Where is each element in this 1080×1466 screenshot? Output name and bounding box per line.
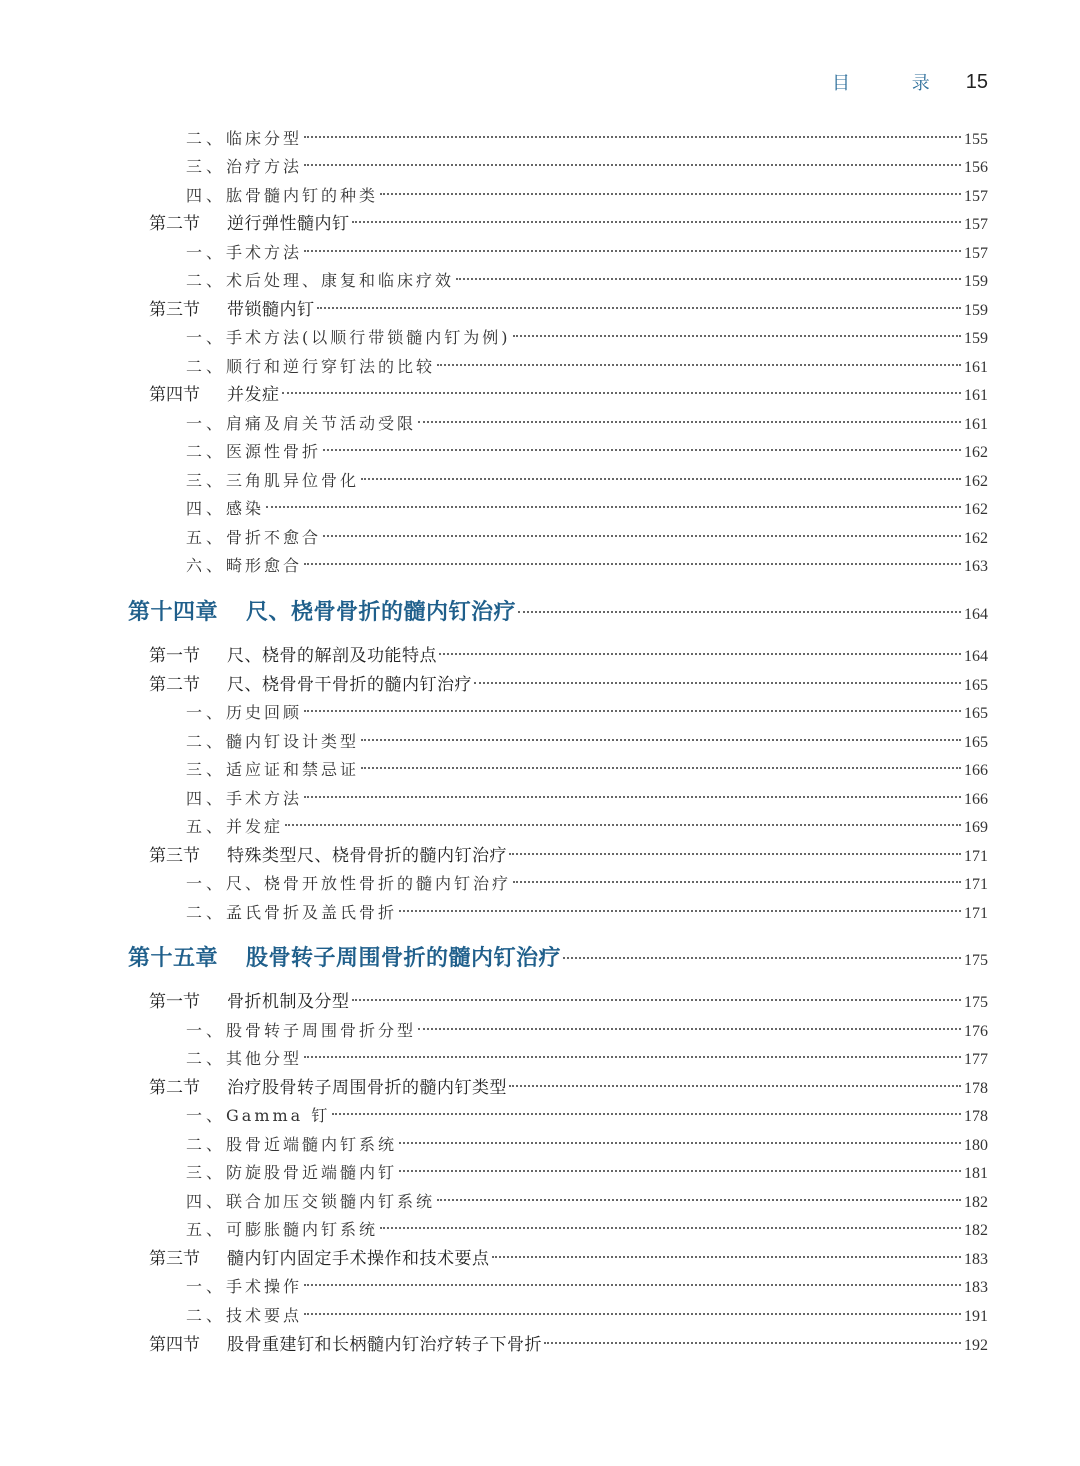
toc-entry-title: 顺行和逆行穿钉法的比较 [226,357,436,376]
toc-item-entry[interactable] [186,729,988,755]
toc-entry-number: 五、 [186,528,227,547]
toc-entry-label [186,757,359,783]
toc-item-entry[interactable] [186,354,988,380]
toc-entry-number: 第四节 [149,1335,200,1355]
toc-entry-number: 二、 [186,1306,227,1325]
toc-item-entry[interactable] [186,1046,988,1072]
toc-entry-label [149,297,315,323]
toc-entry-page: 177 [964,1051,988,1068]
toc-section-entry[interactable] [149,643,988,669]
toc-entry-number: 二、 [186,1049,227,1068]
dot-leader [513,335,961,337]
toc-entry-label [149,1075,507,1101]
toc-entry-page: 162 [964,501,988,518]
toc-entry-number: 第一节 [149,992,200,1012]
toc-entry-page: 164 [964,606,988,623]
toc-entry-number: 第二节 [149,1078,200,1098]
toc-entry-title: 尺、桡骨开放性骨折的髓内钉治疗 [226,874,512,893]
toc-entry-title: 股骨重建钉和长柄髓内钉治疗转子下骨折 [227,1335,542,1355]
toc-entry-number: 一、 [186,1106,227,1125]
dot-leader [304,710,961,712]
toc-section-entry[interactable] [149,297,988,323]
toc-item-entry[interactable] [186,786,988,812]
toc-section-entry[interactable] [149,989,988,1015]
toc-section-entry[interactable] [149,672,988,698]
toc-entry-number: 第三节 [149,846,200,866]
toc-item-entry[interactable] [186,468,988,494]
toc-entry-number: 第二节 [149,675,200,695]
toc-item-entry[interactable] [186,1274,988,1300]
toc-entry-label [186,439,321,465]
toc-entry-label [186,1132,397,1158]
toc-item-entry[interactable] [186,154,988,180]
toc-entry-title: 可膨胀髓内钉系统 [226,1220,379,1239]
toc-entry-number: 四、 [186,789,227,808]
toc-entry-page: 175 [964,952,988,969]
toc-entry-title: 历史回顾 [226,703,303,722]
toc-entry-number: 第一节 [149,646,200,666]
toc-entry-label [186,900,397,926]
toc-entry-title: 畸形愈合 [226,556,303,575]
toc-entry-title: 防旋股骨近端髓内钉 [226,1163,398,1182]
toc-item-entry[interactable] [186,1189,988,1215]
toc-entry-title: 特殊类型尺、桡骨骨折的髓内钉治疗 [227,846,507,866]
toc-entry-page: 178 [964,1080,988,1097]
toc-entry-page: 169 [964,819,988,836]
toc-entry-title: 股骨近端髓内钉系统 [226,1135,398,1154]
toc-entry-page: 161 [964,416,988,433]
toc-entry-page: 157 [964,216,988,233]
toc-entry-number: 一、 [186,328,227,347]
toc-entry-page: 157 [964,188,988,205]
toc-section-entry[interactable] [149,843,988,869]
dot-leader [304,1056,961,1058]
toc-item-entry[interactable] [186,871,988,897]
toc-entry-number: 一、 [186,414,227,433]
toc-entry-label [186,183,378,209]
dot-leader [323,535,961,537]
toc-entry-number: 一、 [186,243,227,262]
toc-entry-page: 165 [964,705,988,722]
toc-entry-label [186,553,302,579]
dot-leader [266,506,961,508]
toc-entry-number: 一、 [186,703,227,722]
dot-leader [361,767,961,769]
toc-entry-page: 161 [964,387,988,404]
toc-section-entry[interactable] [149,1332,988,1358]
toc-entry-page: 171 [964,905,988,922]
dot-leader [285,824,961,826]
toc-entry-page: 180 [964,1137,988,1154]
dot-leader [317,307,962,309]
toc-item-entry[interactable] [186,183,988,209]
toc-entry-page: 192 [964,1337,988,1354]
toc-entry-page: 159 [964,302,988,319]
toc-entry-title: 适应证和禁忌证 [226,760,360,779]
toc-entry-label [149,989,350,1015]
dot-leader [509,853,961,855]
toc-entry-number: 四、 [186,1192,227,1211]
toc-entry-page: 166 [964,791,988,808]
dot-leader [304,796,961,798]
toc-entry-page: 171 [964,848,988,865]
toc-entry-title: 孟氏骨折及盖氏骨折 [226,903,398,922]
toc-entry-title: 逆行弹性髓内钉 [227,214,350,234]
toc-entry-page: 156 [964,159,988,176]
toc-entry-title: 手术方法(以顺行带锁髓内钉为例) [226,328,511,347]
page-number: 15 [965,70,988,93]
dot-leader [399,910,961,912]
toc-item-entry[interactable] [186,1103,988,1129]
toc-entry-number: 二、 [186,732,227,751]
toc-entry-label [186,1189,435,1215]
toc-entry-label [186,496,264,522]
toc-entry-label [186,700,302,726]
toc-item-entry[interactable] [186,1160,988,1186]
toc-entry-page: 165 [964,677,988,694]
toc-entry-title: 手术方法 [226,243,303,262]
toc-entry-title: 并发症 [226,817,284,836]
toc-entry-number: 二、 [186,271,227,290]
dot-leader [518,611,961,613]
toc-entry-title: 治疗股骨转子周围骨折的髓内钉类型 [227,1078,507,1098]
toc-item-entry[interactable] [186,439,988,465]
toc-entry-label [149,1246,490,1272]
toc-section-entry[interactable] [149,382,988,408]
dot-leader [352,999,962,1001]
toc-chapter-entry[interactable] [128,942,988,974]
toc-entry-label [186,354,435,380]
toc-entry-page: 176 [964,1023,988,1040]
toc-entry-label [186,871,511,897]
toc-entry-page: 163 [964,558,988,575]
dot-leader [282,392,962,394]
toc-entry-number: 第十四章 [128,599,219,625]
toc-entry-label [186,1303,302,1329]
toc-entry-number: 一、 [186,1277,227,1296]
toc-entry-title: Gamma 钉 [226,1106,331,1125]
toc-entry-label [149,672,472,698]
toc-entry-title: 尺、桡骨骨干骨折的髓内钉治疗 [227,675,472,695]
toc-entry-label [186,1274,302,1300]
toc-entry-title: 股骨转子周围骨折分型 [226,1021,417,1040]
toc-entry-title: 髓内钉内固定手术操作和技术要点 [227,1249,490,1269]
toc-entry-page: 159 [964,273,988,290]
toc-entry-page: 166 [964,762,988,779]
toc-entry-number: 二、 [186,1135,227,1154]
toc-entry-page: 165 [964,734,988,751]
toc-entry-title: 尺、桡骨的解剖及功能特点 [227,646,437,666]
toc-entry-label [186,154,302,180]
running-head-title: 目 录 [832,73,958,94]
toc-item-entry[interactable] [186,1303,988,1329]
toc-entry-label [186,325,511,351]
toc-entry-number: 二、 [186,903,227,922]
toc-chapter-entry[interactable] [128,596,988,628]
toc-entry-label [149,643,437,669]
toc-item-entry[interactable] [186,900,988,926]
toc-item-entry[interactable] [186,496,988,522]
toc-item-entry[interactable] [186,1132,988,1158]
dot-leader [399,1170,961,1172]
toc-section-entry[interactable] [149,211,988,237]
toc-entry-label [186,1217,378,1243]
toc-entry-page: 182 [964,1194,988,1211]
toc-item-entry[interactable] [186,240,988,266]
toc-item-entry[interactable] [186,814,988,840]
toc-item-entry[interactable] [186,553,988,579]
dot-leader [544,1342,961,1344]
dot-leader [474,682,961,684]
toc-entry-label [149,1332,542,1358]
toc-entry-number: 第十五章 [128,945,219,971]
toc-item-entry[interactable] [186,1018,988,1044]
toc-entry-number: 第二节 [149,214,200,234]
dot-leader [492,1256,962,1258]
toc-entry-page: 155 [964,131,988,148]
toc-entry-title: 联合加压交锁髓内钉系统 [226,1192,436,1211]
toc-entry-label [186,1160,397,1186]
dot-leader [361,478,961,480]
toc-entry-title: 并发症 [227,385,280,405]
toc-item-entry[interactable] [186,411,988,437]
toc-item-entry[interactable] [186,268,988,294]
toc-entry-number: 第四节 [149,385,200,405]
toc-entry-number: 二、 [186,129,227,148]
dot-leader [304,164,961,166]
toc-entry-label [128,942,561,974]
toc-entry-page: 181 [964,1165,988,1182]
toc-entry-title: 骨折不愈合 [226,528,322,547]
toc-entry-number: 四、 [186,186,227,205]
toc-entry-title: 髓内钉设计类型 [226,732,360,751]
dot-leader [418,421,961,423]
toc-entry-page: 191 [964,1308,988,1325]
toc-entry-label [186,814,283,840]
toc-entry-page: 175 [964,994,988,1011]
toc-entry-title: 治疗方法 [226,157,303,176]
toc-item-entry[interactable] [186,757,988,783]
toc-entry-label [149,382,280,408]
toc-entry-title: 股骨转子周围骨折的髓内钉治疗 [246,945,562,971]
toc-entry-page: 162 [964,444,988,461]
toc-entry-number: 三、 [186,471,227,490]
page-header [832,68,988,96]
toc-entry-title: 带锁髓内钉 [227,300,315,320]
toc-entry-title: 其他分型 [226,1049,303,1068]
toc-entry-number: 三、 [186,157,227,176]
dot-leader [437,364,961,366]
toc-entry-page: 183 [964,1279,988,1296]
toc-entry-page: 183 [964,1251,988,1268]
toc-entry-number: 一、 [186,1021,227,1040]
toc-section-entry[interactable] [149,1075,988,1101]
toc-entry-page: 164 [964,648,988,665]
toc-entry-label [186,268,454,294]
dot-leader [380,193,961,195]
toc-entry-number: 第三节 [149,1249,200,1269]
toc-entry-number: 三、 [186,760,227,779]
toc-entry-label [186,411,416,437]
toc-entry-title: 临床分型 [226,129,303,148]
toc-entry-number: 二、 [186,442,227,461]
toc-entry-label [149,211,350,237]
dot-leader [352,221,962,223]
toc-entry-number: 一、 [186,874,227,893]
toc-entry-title: 三角肌异位骨化 [226,471,360,490]
dot-leader [399,1142,961,1144]
toc-entry-title: 技术要点 [226,1306,303,1325]
toc-entry-label [186,786,302,812]
toc-entry-label [186,468,359,494]
dot-leader [439,653,961,655]
toc-entry-number: 第三节 [149,300,200,320]
toc-entry-page: 162 [964,530,988,547]
dot-leader [361,739,961,741]
toc-entry-title: 术后处理、康复和临床疗效 [226,271,455,290]
dot-leader [456,278,961,280]
toc-entry-page: 157 [964,245,988,262]
toc-section-entry[interactable] [149,1246,988,1272]
toc-entry-title: 手术操作 [226,1277,303,1296]
toc-entry-number: 六、 [186,556,227,575]
toc-item-entry[interactable] [186,126,988,152]
dot-leader [304,1313,961,1315]
toc-entry-label [128,596,516,628]
toc-entry-label [186,1103,330,1129]
toc-entry-page: 161 [964,359,988,376]
dot-leader [304,1284,961,1286]
toc-item-entry[interactable] [186,325,988,351]
toc-entry-label [186,1018,416,1044]
toc-entry-page: 171 [964,876,988,893]
dot-leader [304,136,961,138]
toc-entry-label [186,525,321,551]
toc-entry-number: 三、 [186,1163,227,1182]
toc-item-entry[interactable] [186,700,988,726]
toc-entry-page: 178 [964,1108,988,1125]
dot-leader [513,881,961,883]
toc-entry-title: 手术方法 [226,789,303,808]
toc-entry-title: 肩痛及肩关节活动受限 [226,414,417,433]
dot-leader [304,563,961,565]
toc-entry-label [186,126,302,152]
toc-entry-page: 162 [964,473,988,490]
toc-entry-page: 159 [964,330,988,347]
toc-entry-number: 五、 [186,817,227,836]
toc-item-entry[interactable] [186,1217,988,1243]
toc-entry-label [149,843,507,869]
toc-entry-title: 尺、桡骨骨折的髓内钉治疗 [246,599,517,625]
dot-leader [380,1227,961,1229]
dot-leader [437,1199,961,1201]
toc-entry-number: 二、 [186,357,227,376]
dot-leader [563,957,961,959]
toc-entry-label [186,240,302,266]
toc-entry-page: 182 [964,1222,988,1239]
dot-leader [509,1085,961,1087]
toc-entry-title: 骨折机制及分型 [227,992,350,1012]
toc-item-entry[interactable] [186,525,988,551]
dot-leader [304,250,961,252]
dot-leader [332,1113,961,1115]
toc-entry-label [186,729,359,755]
toc-entry-title: 肱骨髓内钉的种类 [226,186,379,205]
dot-leader [323,449,961,451]
toc-entry-title: 医源性骨折 [226,442,322,461]
dot-leader [418,1028,961,1030]
toc-entry-title: 感染 [226,499,265,518]
toc-entry-number: 五、 [186,1220,227,1239]
toc-entry-label [186,1046,302,1072]
toc-entry-number: 四、 [186,499,227,518]
